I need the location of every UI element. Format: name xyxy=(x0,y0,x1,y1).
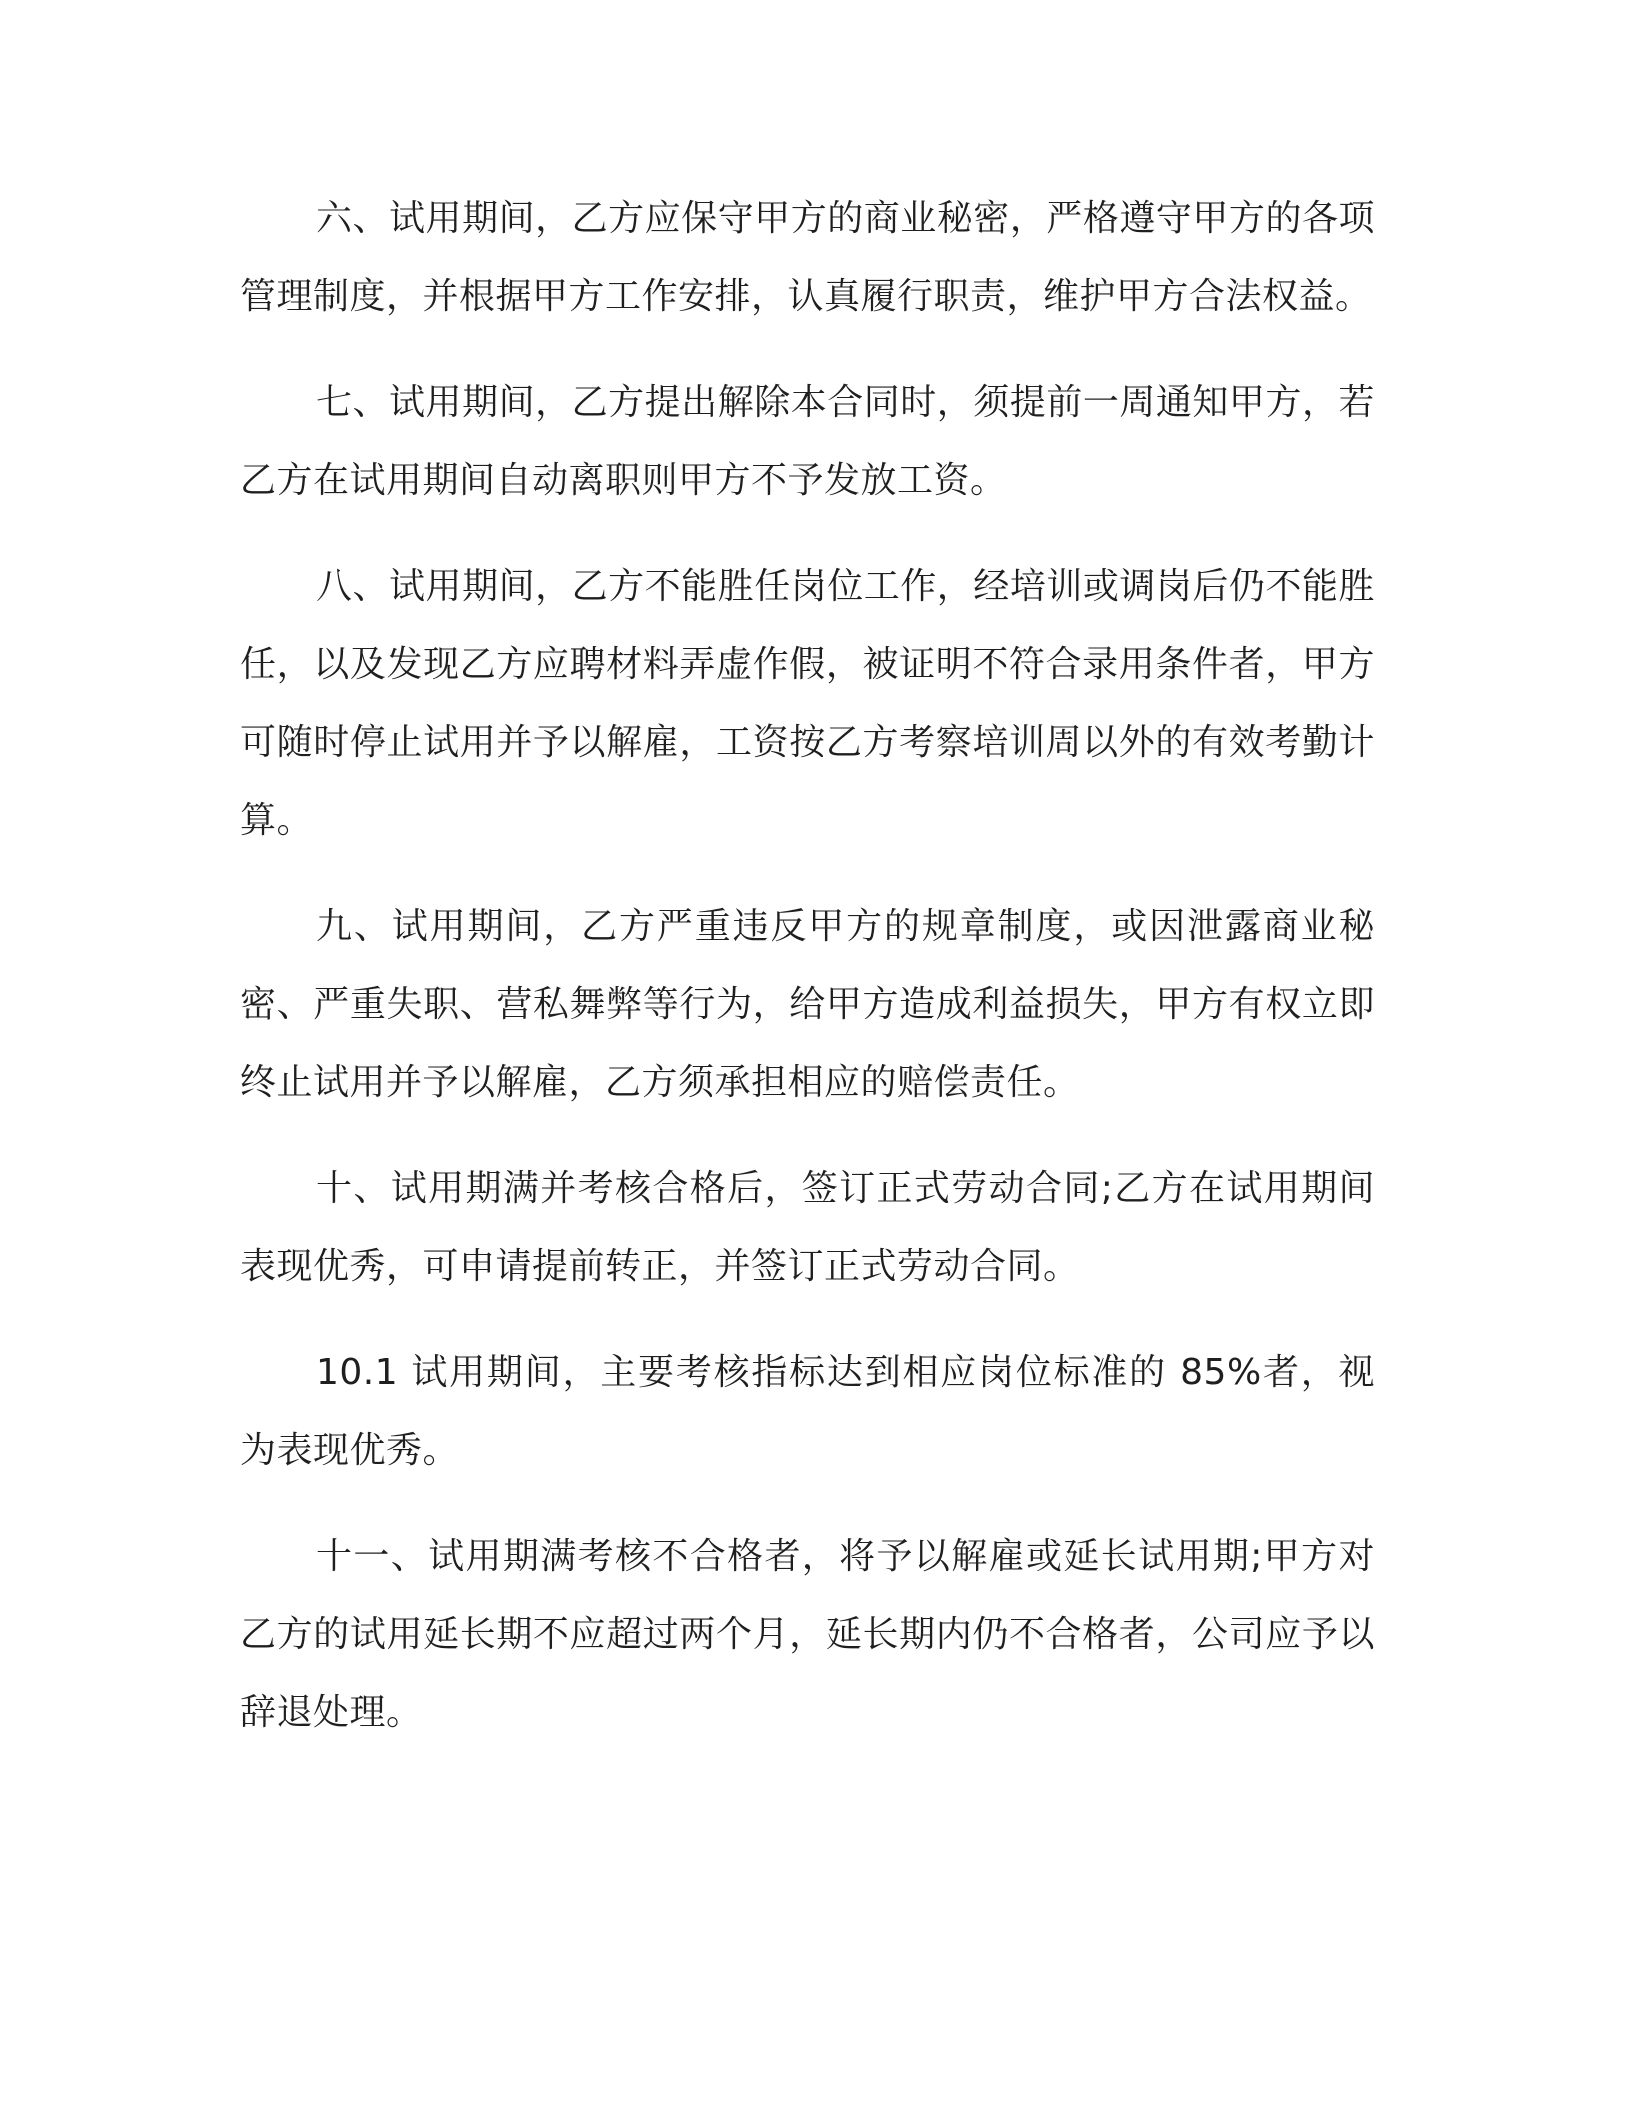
clause-11: 十一、试用期满考核不合格者，将予以解雇或延长试用期;甲方对乙方的试用延长期不应超过两个月，延长期内仍不合格者，公司应予以辞退处理。 xyxy=(240,1536,1375,1733)
clause-8: 八、试用期间，乙方不能胜任岗位工作，经培训或调岗后仍不能胜任，以及发现乙方应聘材料弄虚作假，被证明不符合录用条件者，甲方可随时停止试用并予以解雇，工资按乙方考察培训周以外的有效考勤计算。 xyxy=(240,566,1375,841)
document-body xyxy=(240,180,1375,1780)
clause-7: 七、试用期间，乙方提出解除本合同时，须提前一周通知甲方，若乙方在试用期间自动离职则甲方不予发放工资。 xyxy=(240,382,1375,501)
clause-6: 六、试用期间，乙方应保守甲方的商业秘密，严格遵守甲方的各项管理制度，并根据甲方工作安排，认真履行职责，维护甲方合法权益。 xyxy=(240,198,1375,317)
clause-9: 九、试用期间，乙方严重违反甲方的规章制度，或因泄露商业秘密、严重失职、营私舞弊等行为，给甲方造成利益损失，甲方有权立即终止试用并予以解雇，乙方须承担相应的赔偿责任。 xyxy=(240,906,1375,1103)
clause-10-1: 10.1 试用期间，主要考核指标达到相应岗位标准的 85%者，视为表现优秀。 xyxy=(240,1352,1375,1471)
clause-10: 十、试用期满并考核合格后，签订正式劳动合同;乙方在试用期间表现优秀，可申请提前转正，并签订正式劳动合同。 xyxy=(240,1168,1375,1287)
